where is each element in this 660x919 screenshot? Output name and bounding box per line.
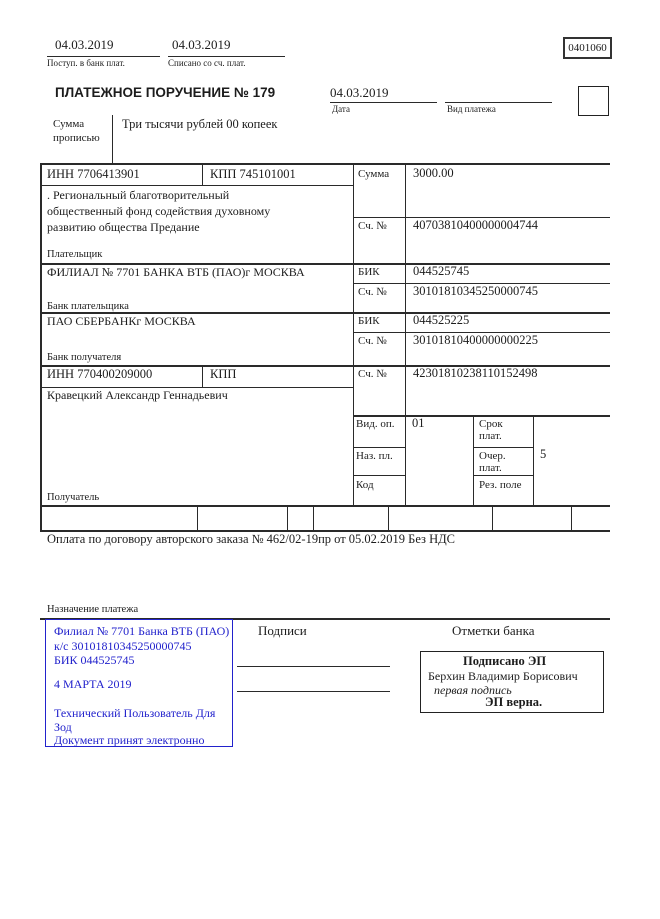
table-border: [40, 163, 42, 532]
table-border: [40, 505, 610, 507]
table-border: [353, 475, 405, 476]
payer-bank-account-label: Сч. №: [358, 286, 387, 298]
received-date: 04.03.2019: [55, 37, 114, 52]
amount-words-label-2: прописью: [53, 132, 100, 144]
due-label-2: плат.: [479, 430, 502, 442]
table-border: [197, 507, 198, 530]
bank-stamp-line5: Технический Пользователь Для: [54, 706, 216, 720]
signatures-label: Подписи: [258, 623, 307, 638]
form-code: 0401060: [568, 42, 607, 54]
table-border: [202, 366, 203, 387]
bank-stamp-box: [45, 619, 233, 747]
signature-line: [237, 666, 390, 667]
payee-bank-bik: 044525225: [413, 313, 470, 327]
bank-stamp-line2: к/с 30101810345250000745: [54, 639, 192, 653]
payee-bank-bik-label: БИК: [358, 315, 380, 327]
table-border: [202, 164, 203, 185]
signature-stamp-box: [420, 651, 604, 713]
signature-stamp-title: Подписано ЭП: [463, 654, 547, 668]
page-title: ПЛАТЕЖНОЕ ПОРУЧЕНИЕ № 179: [55, 85, 276, 100]
divider: [330, 102, 437, 103]
payment-type-box: [578, 86, 609, 116]
table-border: [388, 507, 389, 530]
table-border: [353, 447, 405, 448]
signature-stamp-subtitle: первая подпись: [434, 683, 512, 697]
payer-kpp: КПП 745101001: [210, 167, 296, 181]
table-border: [313, 507, 314, 530]
divider: [112, 115, 113, 163]
table-border: [571, 507, 572, 530]
sum-label: Сумма: [358, 168, 390, 180]
payer-name-line1: . Региональный благотворительный: [47, 188, 230, 202]
table-border: [287, 507, 288, 530]
payee-bank-label: Банк получателя: [47, 352, 122, 363]
payer-account: 40703810400000004744: [413, 218, 538, 232]
payer-bank-bik-label: БИК: [358, 266, 380, 278]
table-border: [473, 447, 533, 448]
divider: [445, 102, 552, 103]
payee-bank-account: 30101810400000000225: [413, 333, 538, 347]
date-label: Дата: [332, 104, 350, 114]
payee-bank-name: ПАО СБЕРБАНКг МОСКВА: [47, 314, 196, 328]
payee-bank-account-label: Сч. №: [358, 335, 387, 347]
payee-inn: ИНН 770400209000: [47, 367, 153, 381]
payee-kpp-label: КПП: [210, 367, 237, 381]
table-border: [405, 163, 406, 507]
form-code-box: [563, 37, 612, 59]
table-border: [353, 163, 354, 507]
purpose-code-label: Наз. пл.: [356, 450, 393, 462]
payer-label: Плательщик: [47, 249, 103, 260]
payee-name: Кравецкий Александр Геннадьевич: [47, 388, 228, 402]
divider: [168, 56, 285, 57]
payer-name-line3: развитию общества Предание: [47, 220, 200, 234]
payer-account-label: Сч. №: [358, 220, 387, 232]
priority-label-2: плат.: [479, 462, 502, 474]
signature-line: [237, 691, 390, 692]
bank-stamp-date: 4 МАРТА 2019: [54, 677, 132, 691]
op-type-label: Вид. оп.: [356, 418, 395, 430]
document-date: 04.03.2019: [330, 85, 389, 100]
amount-words-label-1: Сумма: [53, 118, 85, 130]
payer-name-line2: общественный фонд содействия духовному: [47, 204, 271, 218]
table-border: [473, 415, 474, 507]
debited-date-label: Списано со сч. плат.: [168, 58, 246, 68]
amount-words-value: Три тысячи рублей 00 копеек: [122, 117, 278, 131]
signature-stamp-verified: ЭП верна.: [485, 695, 543, 709]
received-date-label: Поступ. в банк плат.: [47, 58, 125, 68]
payer-bank-label: Банк плательщика: [47, 301, 129, 312]
table-border: [353, 415, 610, 417]
bank-stamp-line7: Документ принят электронно: [54, 733, 205, 747]
payee-account: 42301810238110152498: [413, 366, 538, 380]
payer-inn: ИНН 7706413901: [47, 167, 140, 181]
table-border: [40, 185, 353, 186]
payer-bank-bik: 044525745: [413, 264, 470, 278]
purpose-label: Назначение платежа: [47, 604, 139, 615]
bank-marks-label: Отметки банка: [452, 623, 535, 638]
bank-stamp-line1: Филиал № 7701 Банка ВТБ (ПАО): [54, 624, 230, 638]
payment-type-label: Вид платежа: [447, 104, 496, 114]
table-border: [533, 415, 534, 507]
table-border: [492, 507, 493, 530]
payer-bank-account: 30101810345250000745: [413, 284, 538, 298]
bank-stamp-line6: Зод: [54, 720, 72, 734]
table-border: [40, 163, 610, 165]
priority-label-1: Очер.: [479, 450, 506, 462]
bank-stamp-line3: БИК 044525745: [54, 653, 135, 667]
code-label: Код: [356, 479, 374, 491]
debited-date: 04.03.2019: [172, 37, 231, 52]
payer-bank-name: ФИЛИАЛ № 7701 БАНКА ВТБ (ПАО)г МОСКВА: [47, 265, 305, 279]
payee-account-label: Сч. №: [358, 368, 387, 380]
signature-stamp-name: Берхин Владимир Борисович: [428, 669, 578, 683]
divider: [47, 56, 160, 57]
op-type-value: 01: [412, 416, 425, 430]
reserve-field-label: Рез. поле: [479, 479, 522, 491]
purpose-text: Оплата по договору авторского заказа № 462/02-19пр от 05.02.2019 Без НДС: [47, 532, 456, 546]
priority-value: 5: [540, 447, 547, 461]
table-border: [473, 475, 533, 476]
due-label-1: Срок: [479, 418, 503, 430]
payee-label: Получатель: [47, 492, 100, 503]
sum-value: 3000.00: [413, 166, 454, 180]
